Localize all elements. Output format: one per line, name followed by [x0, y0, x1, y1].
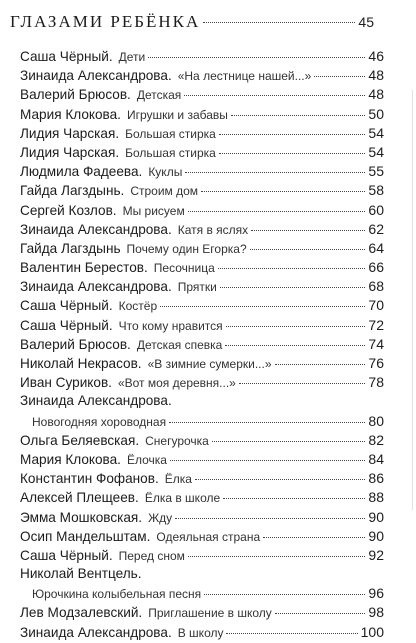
- entry-title: Костёр: [118, 299, 158, 314]
- entry-author: Зинаида Александрова.: [20, 279, 172, 295]
- leader-dots: [226, 326, 366, 327]
- entry-author: Мария Клокова.: [20, 451, 121, 467]
- entry-page-number: 80: [368, 412, 384, 429]
- entry-page-number: 84: [368, 450, 384, 467]
- entry-author: Гайда Лагздынь: [20, 240, 121, 256]
- leader-dots: [219, 153, 366, 154]
- entry-page-number: 55: [368, 163, 384, 180]
- entry-title: Юрочкина колыбельная песня: [32, 587, 202, 602]
- entry-author: Валерий Брюсов.: [20, 87, 131, 103]
- toc-entry[interactable]: [20, 106, 384, 125]
- entry-title: Ёлка: [164, 472, 192, 487]
- entry-author: Саша Чёрный.: [20, 298, 113, 314]
- entry-page-number: 74: [368, 335, 384, 352]
- entry-page-number: 82: [368, 431, 384, 448]
- leader-dots: [188, 211, 366, 212]
- entry-page-number: 68: [368, 278, 384, 295]
- entry-author: Иван Суриков.: [20, 375, 112, 391]
- entry-page-number: 90: [368, 527, 384, 544]
- entry-author: Эмма Мошковская.: [20, 509, 143, 525]
- leader-dots: [251, 230, 365, 231]
- leader-dots: [160, 306, 365, 307]
- entry-title: «Вот моя деревня...»: [117, 376, 236, 391]
- toc-entry[interactable]: [20, 163, 384, 182]
- entry-author: Осип Мандельштам.: [20, 528, 151, 544]
- toc-entry[interactable]: [20, 297, 384, 316]
- entry-title: Строим дом: [130, 184, 199, 199]
- entry-title: В школу: [177, 625, 224, 640]
- entry-author: Зинаида Александрова.: [20, 68, 172, 84]
- leader-dots: [220, 287, 366, 288]
- toc-entry[interactable]: [20, 86, 384, 105]
- entry-title: «В зимние сумерки...»: [147, 357, 272, 371]
- entry-author: Константин Фофанов.: [20, 471, 159, 487]
- leader-dots: [231, 115, 366, 116]
- toc-entry[interactable]: [20, 528, 384, 547]
- entry-page-number: 54: [368, 143, 384, 160]
- entry-author: Валентин Берестов.: [20, 260, 148, 276]
- leader-dots: [250, 249, 366, 250]
- entry-author: Алексей Плещеев.: [20, 490, 139, 506]
- toc-entry[interactable]: [20, 48, 384, 67]
- leader-dots: [263, 537, 365, 538]
- entry-title: Мы рисуем: [122, 203, 185, 218]
- entry-author: Саша Чёрный.: [20, 547, 113, 563]
- entry-title: Одеяльная страна: [156, 529, 261, 544]
- leader-dots: [169, 422, 365, 423]
- entry-title: Большая стирка: [125, 145, 216, 160]
- entry-author: Валерий Брюсов.: [20, 336, 131, 352]
- entry-author: Ольга Беляевская.: [20, 432, 140, 448]
- entry-title: Приглашение в школу: [148, 606, 272, 621]
- entry-title: Почему один Егорка?: [126, 241, 247, 256]
- leader-dots: [148, 57, 365, 58]
- section-heading: [10, 12, 374, 32]
- toc-entry[interactable]: [20, 67, 384, 86]
- entry-page-number: 92: [368, 546, 384, 563]
- entry-author: Зинаида Александрова.: [20, 624, 172, 640]
- section-title: ГЛАЗАМИ РЕБЁНКА: [10, 12, 201, 31]
- leader-dots: [195, 479, 365, 480]
- toc-list: [20, 48, 384, 643]
- entry-page-number: 78: [368, 374, 384, 391]
- toc-entry[interactable]: [20, 489, 384, 508]
- entry-page-number: 50: [368, 105, 384, 122]
- entry-author: Мария Клокова.: [20, 106, 121, 122]
- leader-dots: [223, 498, 365, 499]
- page-edge-line: [412, 90, 413, 510]
- leader-dots: [275, 364, 366, 365]
- entry-title: Катя в яслях: [177, 222, 249, 237]
- entry-title: Прятки: [177, 280, 217, 295]
- entry-page-number: 86: [368, 470, 384, 487]
- toc-entry[interactable]: [20, 221, 384, 240]
- toc-entry[interactable]: [20, 624, 384, 643]
- section-page-number: 45: [358, 14, 374, 30]
- entry-author: Гайда Лагздынь.: [20, 183, 125, 199]
- entry-page-number: 48: [368, 86, 384, 103]
- toc-entry[interactable]: [20, 374, 384, 393]
- toc-entry[interactable]: [20, 604, 384, 623]
- entry-page-number: 64: [368, 239, 384, 256]
- leader-dots: [203, 22, 355, 23]
- toc-entry[interactable]: [20, 547, 384, 566]
- toc-entry[interactable]: [20, 182, 384, 201]
- entry-page-number: 88: [368, 489, 384, 506]
- entry-page-number: 90: [368, 508, 384, 525]
- entry-author: Николай Вентцель.: [20, 566, 142, 582]
- entry-page-number: 58: [368, 182, 384, 199]
- entry-page-number: 100: [360, 623, 384, 640]
- entry-page-number: 62: [368, 220, 384, 237]
- toc-entry[interactable]: [20, 240, 384, 259]
- entry-title: Перед сном: [118, 548, 185, 563]
- toc-entry[interactable]: [20, 585, 384, 604]
- toc-entry[interactable]: [20, 336, 384, 355]
- entry-title: Игрушки и забавы: [126, 107, 228, 122]
- entry-author: Саша Чёрный.: [20, 49, 113, 64]
- entry-page-number: 46: [368, 48, 384, 64]
- leader-dots: [170, 460, 365, 461]
- leader-dots: [188, 556, 366, 557]
- entry-page-number: 72: [368, 316, 384, 333]
- toc-entry[interactable]: [20, 413, 384, 432]
- toc-entry[interactable]: [20, 355, 384, 374]
- entry-author: Зинаида Александрова.: [20, 221, 172, 237]
- entry-author: Николай Некрасов.: [20, 356, 142, 371]
- toc-entry[interactable]: [20, 144, 384, 163]
- entry-page-number: 54: [368, 124, 384, 141]
- entry-page-number: 70: [368, 297, 384, 314]
- entry-title: Что кому нравится: [118, 318, 223, 333]
- entry-page-number: 98: [368, 604, 384, 621]
- toc-entry[interactable]: [20, 509, 384, 528]
- entry-title: Большая стирка: [125, 126, 216, 141]
- leader-dots: [184, 95, 365, 96]
- entry-page-number: 66: [368, 259, 384, 276]
- entry-page-number: 96: [368, 585, 384, 602]
- leader-dots: [218, 268, 366, 269]
- toc-entry[interactable]: [20, 278, 384, 297]
- entry-title: Дети: [118, 50, 146, 64]
- toc-entry[interactable]: [20, 317, 384, 336]
- toc-entry[interactable]: [20, 259, 384, 278]
- entry-page-number: 76: [368, 355, 384, 371]
- leader-dots: [225, 345, 365, 346]
- entry-title: Ёлочка: [126, 452, 167, 467]
- leader-dots: [226, 633, 357, 634]
- toc-entry[interactable]: [20, 566, 384, 585]
- entry-author: Людмила Фадеева.: [20, 164, 143, 180]
- toc-entry[interactable]: [20, 451, 384, 470]
- entry-author: Зинаида Александрова.: [20, 393, 172, 409]
- entry-author: Лидия Чарская.: [20, 125, 120, 141]
- leader-dots: [275, 613, 366, 614]
- leader-dots: [185, 172, 365, 173]
- toc-entry[interactable]: [20, 470, 384, 489]
- entry-title: Жду: [148, 510, 173, 525]
- leader-dots: [212, 441, 366, 442]
- toc-entry[interactable]: [20, 393, 384, 412]
- entry-title: «На лестнице нашей...»: [177, 69, 312, 84]
- entry-title: Снегурочка: [145, 433, 209, 448]
- leader-dots: [201, 191, 365, 192]
- entry-title: Детская: [136, 88, 182, 103]
- entry-author: Лидия Чарская.: [20, 144, 120, 160]
- entry-title: Детская спевка: [136, 337, 223, 352]
- toc-entry[interactable]: [20, 432, 384, 451]
- entry-author: Саша Чёрный.: [20, 317, 113, 333]
- entry-author: Лев Модзалевский.: [20, 605, 143, 621]
- leader-dots: [204, 594, 365, 595]
- leader-dots: [219, 134, 366, 135]
- entry-title: Новогодняя хороводная: [32, 414, 167, 429]
- toc-entry[interactable]: [20, 202, 384, 221]
- entry-title: Песочница: [153, 261, 215, 276]
- entry-title: Куклы: [148, 165, 183, 180]
- entry-page-number: 48: [368, 67, 384, 84]
- toc-entry[interactable]: [20, 125, 384, 144]
- leader-dots: [175, 518, 365, 519]
- leader-dots: [239, 383, 366, 384]
- leader-dots: [314, 76, 365, 77]
- entry-page-number: 60: [368, 201, 384, 218]
- entry-title: Ёлка в школе: [144, 491, 221, 506]
- entry-author: Сергей Козлов.: [20, 202, 117, 218]
